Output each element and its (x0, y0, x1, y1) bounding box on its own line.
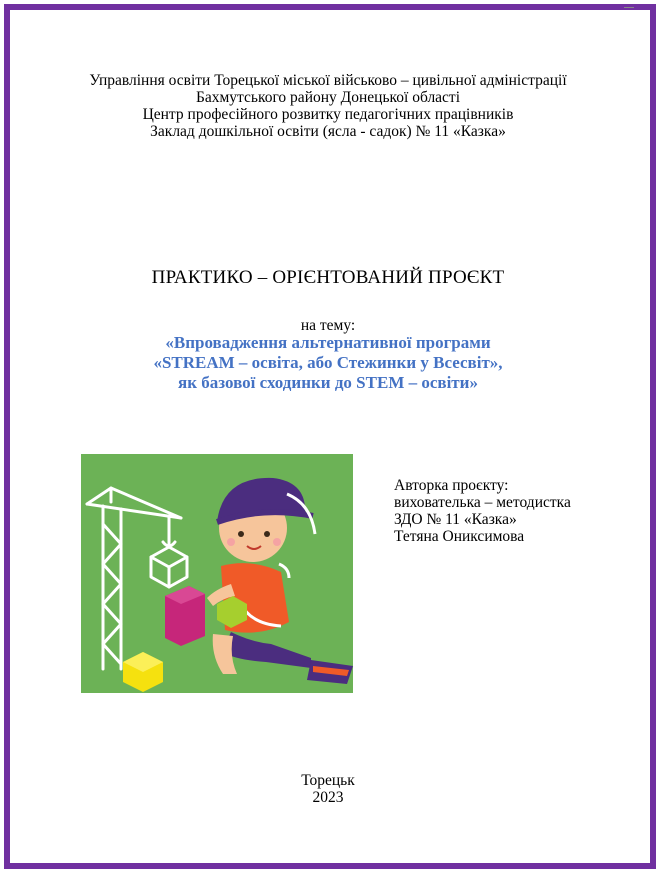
header-line: Бахмутського району Донецької області (195, 89, 461, 106)
city: Торецьк (301, 772, 355, 789)
author-line: ЗДО № 11 «Казка» (394, 511, 517, 528)
topic-line: «STREAM – освіта, або Стежинки у Всесвіт», (153, 353, 503, 372)
author-block (394, 477, 571, 545)
author-line: вихователька – методистка (394, 494, 571, 511)
topic-line: як базової сходинки до STEM – освіти» (178, 373, 478, 392)
project-topic (0, 333, 656, 393)
topic-line: «Впровадження альтернативної програми (165, 333, 491, 352)
header-line: Заклад дошкільної освіти (ясла - садок) № 11 «Казка» (150, 123, 506, 140)
footer (0, 772, 656, 806)
project-title: ПРАКТИКО – ОРІЄНТОВАНИЙ ПРОЄКТ (151, 267, 505, 288)
author-line: Авторка проєкту: (394, 477, 509, 494)
year: 2023 (312, 789, 344, 806)
topic-label: на тему: (300, 317, 356, 334)
header-line: Центр професійного розвитку педагогічних працівників (142, 106, 514, 123)
corner-mark (624, 7, 634, 8)
author-line: Тетяна Ониксимова (394, 528, 525, 545)
header-line: Управління освіти Торецької міської військово – цивільної адміністрації (89, 72, 567, 89)
child-building-blocks-illustration (81, 454, 353, 693)
institution-header (0, 72, 656, 140)
